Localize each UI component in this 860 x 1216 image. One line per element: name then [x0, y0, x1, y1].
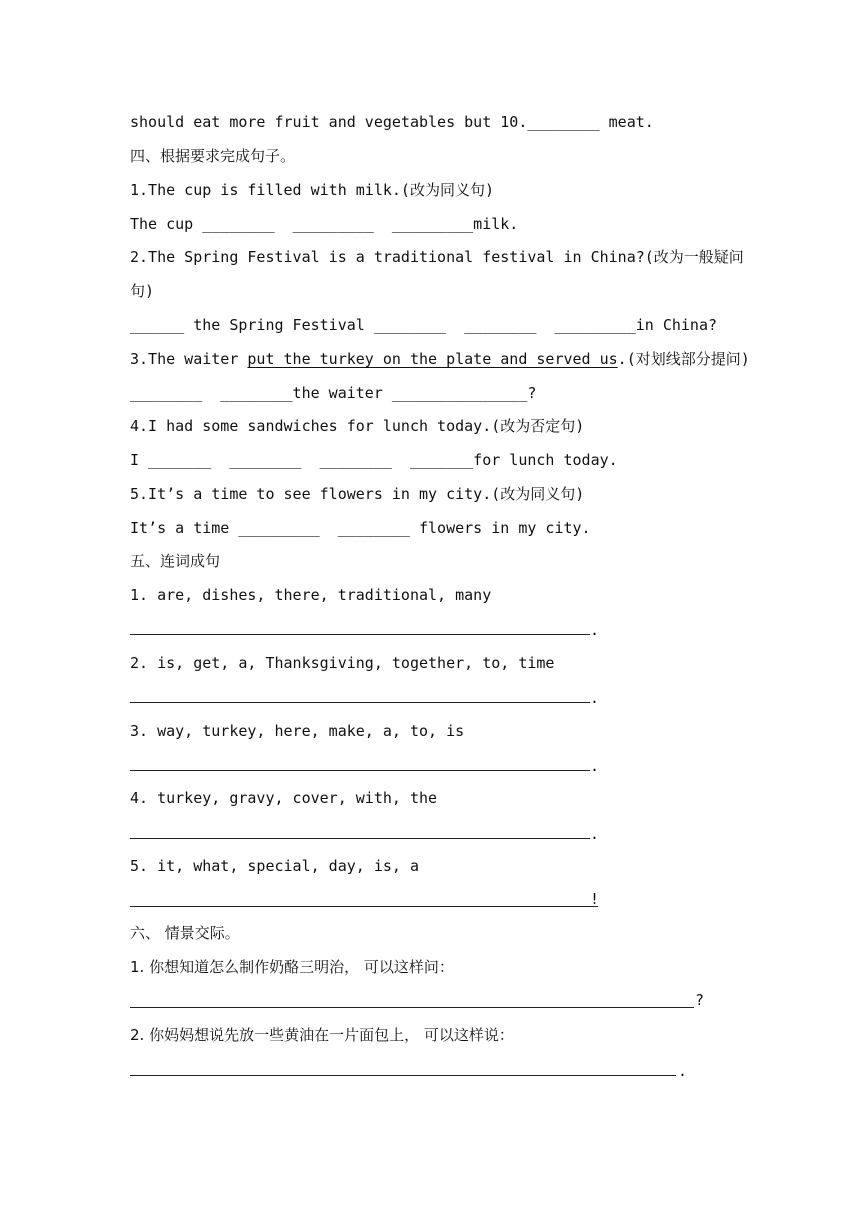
text-line-q10-continuation: should eat more fruit and vegetables but 10.________ meat.: [130, 113, 654, 131]
question-4-2-line2: 句): [130, 282, 155, 300]
question-mark-6-1: ?: [695, 991, 705, 1009]
section-four-heading: 四、根据要求完成句子。: [130, 147, 296, 165]
answer-rule-5-1[interactable]: [130, 634, 590, 635]
period-5-2: .: [590, 689, 600, 707]
answer-rule-5-3[interactable]: [130, 770, 590, 771]
question-4-1: 1.The cup is filled with milk.(改为同义句): [130, 181, 494, 199]
question-5-2: 2. is, get, a, Thanksgiving, together, to, time: [130, 654, 555, 672]
answer-line-4-4[interactable]: I _______ ________ ________ _______for lunch today.: [130, 451, 618, 469]
period-5-3: .: [590, 757, 600, 775]
answer-rule-6-1[interactable]: [130, 1007, 694, 1008]
underlined-phrase: put the turkey on the plate and served us: [247, 350, 618, 368]
section-five-heading: 五、连词成句: [130, 552, 221, 570]
answer-line-4-5[interactable]: It’s a time _________ ________ flowers in my city.: [130, 519, 591, 537]
exclaim-5-5: !: [590, 890, 600, 908]
question-5-3: 3. way, turkey, here, make, a, to, is: [130, 722, 465, 740]
question-4-5: 5.It’s a time to see flowers in my city.(改为同义句): [130, 485, 585, 503]
period-5-4: .: [590, 825, 600, 843]
question-4-3: [130, 349, 750, 369]
question-6-2: 2. 你妈妈想说先放一些黄油在一片面包上， 可以这样说：: [130, 1026, 514, 1044]
answer-line-4-1[interactable]: The cup ________ _________ _________milk.: [130, 215, 519, 233]
question-6-1: 1. 你想知道怎么制作奶酪三明治， 可以这样问：: [130, 958, 454, 976]
answer-rule-6-2[interactable]: [130, 1075, 676, 1076]
answer-line-4-2[interactable]: ______ the Spring Festival ________ ________ _________in China?: [130, 316, 717, 334]
answer-rule-5-2[interactable]: [130, 702, 590, 703]
question-4-4: 4.I had some sandwiches for lunch today.(改为否定句): [130, 417, 585, 435]
question-5-5: 5. it, what, special, day, is, a: [130, 857, 419, 875]
period-5-1: .: [590, 621, 600, 639]
question-4-3-suffix: .(对划线部分提问): [617, 350, 750, 368]
question-4-2-line1: 2.The Spring Festival is a traditional festival in China?(改为一般疑问: [130, 248, 744, 266]
answer-line-4-3[interactable]: ________ ________the waiter _______________?: [130, 384, 537, 402]
answer-rule-5-5[interactable]: [130, 906, 598, 907]
question-5-4: 4. turkey, gravy, cover, with, the: [130, 789, 438, 807]
answer-rule-5-4[interactable]: [130, 838, 590, 839]
question-5-1: 1. are, dishes, there, traditional, many: [130, 586, 492, 604]
period-6-2: .: [678, 1062, 688, 1080]
section-six-heading: 六、 情景交际。: [130, 924, 240, 942]
question-4-3-prefix: 3.The waiter: [130, 350, 248, 368]
